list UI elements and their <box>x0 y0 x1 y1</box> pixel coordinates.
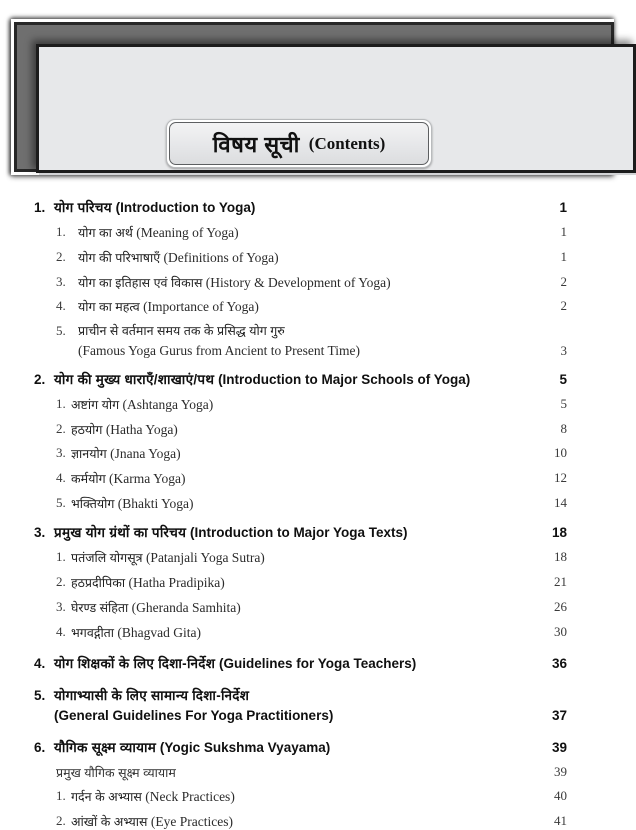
toc-subitem-row[interactable] <box>0 249 600 267</box>
toc-item-number: 5. <box>34 688 46 704</box>
toc-item-number: 4. <box>56 623 66 639</box>
page-title-hindi: विषय सूची <box>212 131 300 157</box>
toc-item-title-hindi: ज्ञानयोग <box>71 447 107 462</box>
toc-item-title <box>54 199 533 217</box>
toc-item-title-english: (Hatha Pradipika) <box>125 574 225 590</box>
toc-item-number: 4. <box>56 298 66 314</box>
toc-chapter-row[interactable] <box>0 524 600 542</box>
toc-page-number: 39 <box>551 739 567 755</box>
toc-subitem-row[interactable] <box>0 574 600 592</box>
toc-item-title-english: (Meaning of Yoga) <box>132 224 239 240</box>
toc-item-number: 1. <box>56 223 66 239</box>
toc-item-title-english: (Famous Yoga Gurus from Ancient to Present Time) <box>78 343 361 359</box>
toc-item-title <box>71 788 533 806</box>
toc-item-number: 3. <box>56 445 66 461</box>
toc-item-title <box>71 813 533 830</box>
toc-subitem-row[interactable] <box>0 624 600 642</box>
toc-subitem-row[interactable] <box>0 224 600 242</box>
toc-page-number: 37 <box>551 708 567 724</box>
toc-item-title <box>78 249 533 267</box>
toc-item-title-hindi: गर्दन के अभ्यास <box>71 789 142 804</box>
toc-item-title <box>56 764 533 781</box>
toc-item-number: 2. <box>56 812 66 828</box>
toc-item-title-hindi: प्राचीन से वर्तमान समय तक के प्रसिद्ध योग गुरु <box>78 324 285 339</box>
toc-item-number: 1. <box>56 787 66 803</box>
toc-page-number: 41 <box>554 812 567 828</box>
toc-page-number: 1 <box>560 223 567 239</box>
toc-item-title <box>71 624 533 642</box>
toc-subitem-row[interactable] <box>0 274 600 292</box>
toc-subitem-row[interactable] <box>0 445 600 463</box>
table-of-contents <box>0 188 600 830</box>
toc-item-title-hindi: हठप्रदीपिका <box>71 575 126 590</box>
toc-item-title-english: (Introduction to Major Yoga Texts) <box>186 525 408 541</box>
toc-item-title-hindi: प्रमुख यौगिक सूक्ष्म व्यायाम <box>56 765 176 780</box>
toc-page-number: 5 <box>559 371 567 387</box>
toc-page-number: 30 <box>554 623 567 639</box>
toc-item-number: 3. <box>56 598 66 614</box>
toc-note-row[interactable] <box>0 764 600 781</box>
toc-subitem-row[interactable] <box>0 549 600 567</box>
toc-subitem-row[interactable] <box>0 323 600 359</box>
toc-item-number: 4. <box>34 656 46 672</box>
toc-item-title <box>78 274 533 292</box>
toc-item-title-english: (Guidelines for Yoga Teachers) <box>215 656 417 672</box>
toc-subitem-row[interactable] <box>0 470 600 488</box>
toc-subitem-row[interactable] <box>0 599 600 617</box>
toc-item-title-hindi: प्रमुख योग ग्रंथों का परिचय <box>54 525 187 541</box>
toc-item-title <box>71 599 533 617</box>
toc-item-title <box>78 323 533 359</box>
toc-page-number: 5 <box>560 395 567 411</box>
toc-item-title <box>78 224 533 242</box>
toc-item-title-english: (Introduction to Yoga) <box>111 200 256 215</box>
toc-item-title-english: (Neck Practices) <box>141 788 235 804</box>
toc-item-title <box>71 470 533 488</box>
toc-item-number: 2. <box>56 248 66 264</box>
toc-page-number: 8 <box>560 420 567 436</box>
toc-page-number: 18 <box>554 548 567 564</box>
toc-item-title-hindi: आंखों के अभ्यास <box>71 814 148 829</box>
toc-subitem-row[interactable] <box>0 396 600 414</box>
toc-page-number: 2 <box>560 298 567 314</box>
toc-item-title-hindi: घेरण्ड संहिता <box>71 600 129 615</box>
toc-item-title <box>54 655 533 673</box>
page-title-plaque <box>166 119 432 168</box>
toc-item-title <box>71 495 533 513</box>
toc-subitem-row[interactable] <box>0 495 600 513</box>
toc-item-title-english: (Bhakti Yoga) <box>114 496 194 512</box>
toc-page-number: 39 <box>554 763 567 779</box>
toc-item-title-hindi: हठयोग <box>71 422 103 437</box>
toc-item-title-hindi: पतंजलि योगसूत्र <box>71 550 143 565</box>
toc-item-title-english: (General Guidelines For Yoga Practitioners) <box>54 708 334 724</box>
toc-item-title-hindi: भगवद्गीता <box>71 625 115 640</box>
toc-item-title <box>71 421 533 439</box>
toc-page-number: 3 <box>560 342 567 358</box>
page-title-inner <box>169 122 429 165</box>
toc-item-title-english: (Introduction to Major Schools of Yoga) <box>214 371 471 387</box>
toc-subitem-row[interactable] <box>0 788 600 806</box>
toc-page-number: 21 <box>554 573 567 589</box>
toc-item-title-english: (History & Development of Yoga) <box>202 274 391 290</box>
toc-chapter-row[interactable] <box>0 199 600 217</box>
toc-page-number: 2 <box>560 273 567 289</box>
toc-item-title-english: (Ashtanga Yoga) <box>119 396 214 412</box>
toc-item-title-hindi: योग की परिभाषाएँ <box>78 250 161 265</box>
toc-subitem-row[interactable] <box>0 421 600 439</box>
page-title-english: (Contents) <box>308 133 386 153</box>
toc-item-number: 2. <box>34 371 46 387</box>
toc-page-number: 14 <box>554 495 567 511</box>
toc-item-title-english: (Importance of Yoga) <box>139 299 259 315</box>
toc-item-title-hindi: योग का महत्व <box>78 300 140 315</box>
toc-page-number: 18 <box>551 525 567 541</box>
toc-item-number: 2. <box>56 420 66 436</box>
toc-item-number: 1. <box>56 548 66 564</box>
toc-item-title <box>54 739 533 757</box>
toc-item-title <box>71 549 533 567</box>
toc-item-title-english: (Karma Yoga) <box>105 471 186 487</box>
toc-item-title-english: (Definitions of Yoga) <box>160 249 279 265</box>
toc-item-number: 1. <box>56 395 66 411</box>
toc-page-number: 26 <box>554 598 567 614</box>
toc-item-title <box>71 574 533 592</box>
toc-item-number: 5. <box>56 323 66 339</box>
toc-item-title-hindi: योग की मुख्य धाराएँ/शाखाएं/पथ <box>54 371 215 387</box>
toc-chapter-row[interactable] <box>0 371 600 389</box>
toc-item-title-hindi: योग का इतिहास एवं विकास <box>78 275 203 290</box>
toc-item-title <box>71 396 533 414</box>
toc-item-title-english: (Gheranda Samhita) <box>128 599 241 615</box>
toc-item-title-english: (Patanjali Yoga Sutra) <box>142 549 265 565</box>
toc-subitem-row[interactable] <box>0 813 600 830</box>
toc-subitem-row[interactable] <box>0 298 600 316</box>
toc-page-number: 10 <box>554 445 567 461</box>
toc-item-title <box>54 687 533 725</box>
toc-chapter-row[interactable] <box>0 655 600 673</box>
toc-item-title <box>71 445 533 463</box>
toc-page-number: 12 <box>554 470 567 486</box>
toc-item-title-english: (Eye Practices) <box>147 813 233 829</box>
toc-item-number: 1. <box>34 200 46 215</box>
toc-item-title-english: (Jnana Yoga) <box>106 446 181 462</box>
toc-chapter-row[interactable] <box>0 739 600 757</box>
toc-item-title-hindi: यौगिक सूक्ष्म व्यायाम <box>54 739 157 755</box>
toc-item-title <box>54 524 533 542</box>
toc-item-title-hindi: योग शिक्षकों के लिए दिशा-निर्देश <box>54 656 216 672</box>
toc-item-title-hindi: भक्तियोग <box>71 497 115 512</box>
toc-item-title-hindi: योगाभ्यासी के लिए सामान्य दिशा-निर्देश <box>54 688 250 704</box>
toc-item-title-hindi: योग का अर्थ <box>78 225 133 240</box>
toc-item-title-english: (Bhagvad Gita) <box>114 624 202 640</box>
toc-item-title <box>54 371 533 389</box>
toc-page-number: 36 <box>551 656 567 672</box>
toc-item-title-english: (Hatha Yoga) <box>102 421 178 437</box>
toc-page-number: 1 <box>560 248 567 264</box>
toc-item-title <box>78 298 533 316</box>
toc-item-number: 6. <box>34 739 46 755</box>
toc-page-number: 40 <box>554 787 567 803</box>
toc-item-title-hindi: योग परिचय <box>54 200 112 215</box>
toc-item-number: 3. <box>56 273 66 289</box>
toc-item-number: 4. <box>56 470 66 486</box>
toc-item-number: 5. <box>56 495 66 511</box>
toc-item-title-hindi: अष्टांग योग <box>71 397 120 412</box>
toc-chapter-row[interactable] <box>0 687 600 725</box>
toc-item-title-english: (Yogic Sukshma Vyayama) <box>156 739 331 755</box>
toc-page-number: 1 <box>559 200 567 215</box>
toc-item-number: 3. <box>34 525 46 541</box>
toc-item-title-hindi: कर्मयोग <box>71 472 106 487</box>
toc-item-number: 2. <box>56 573 66 589</box>
